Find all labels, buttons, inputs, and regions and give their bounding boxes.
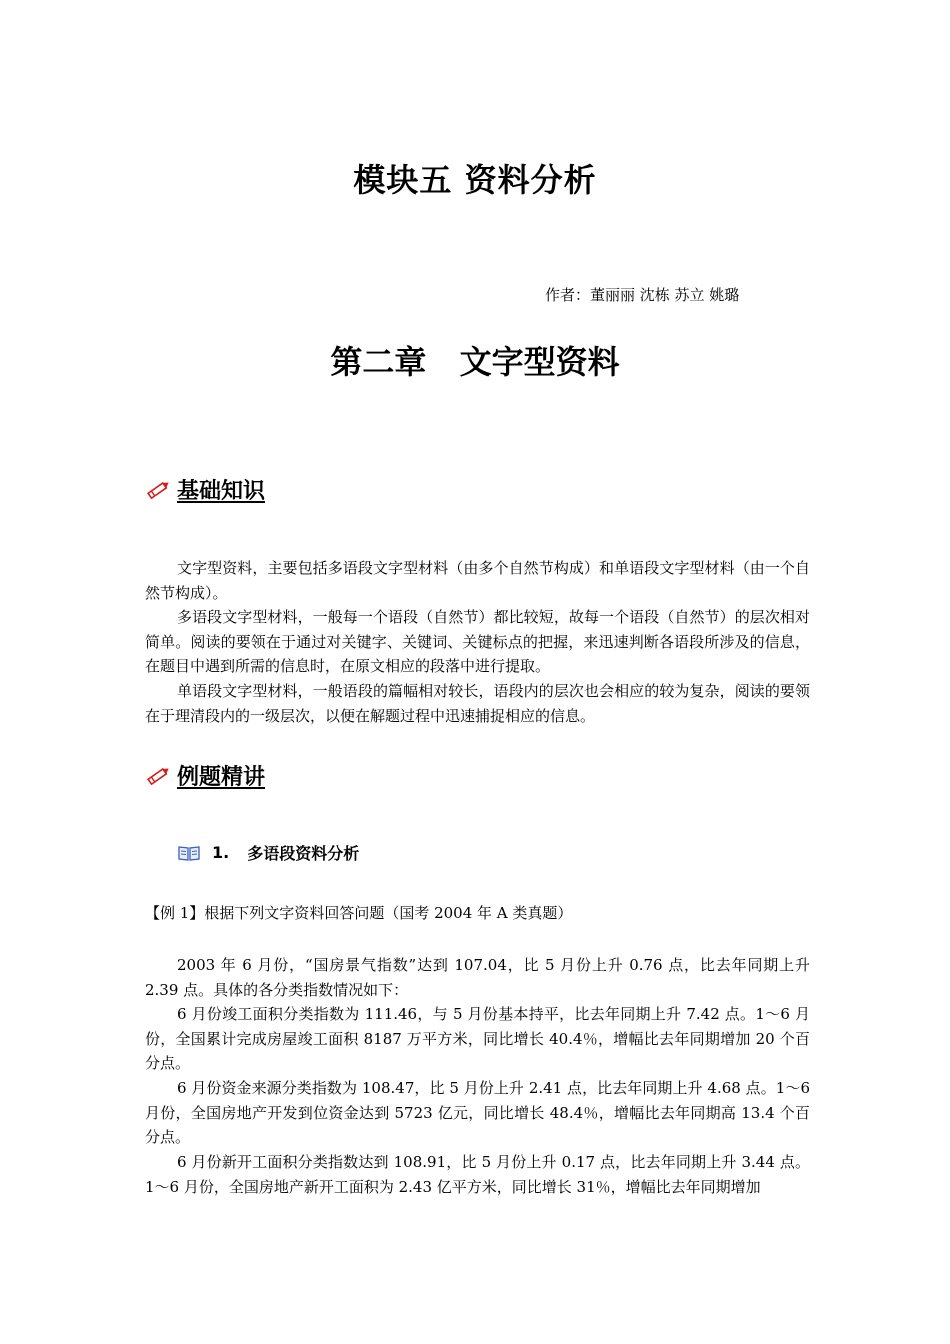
subsection-title: 多语段资料分析	[247, 844, 360, 863]
subsection-number: 1.	[212, 843, 230, 862]
pencil-icon	[145, 479, 171, 501]
section-heading-examples	[145, 760, 265, 791]
section-heading-basics	[145, 474, 265, 505]
chapter-title: 第二章 文字型资料	[330, 343, 620, 381]
pencil-icon	[145, 765, 171, 787]
subsection-heading	[178, 841, 359, 864]
example-paragraph: 6 月份新开工面积分类指数达到 108.91，比 5 月份上升 0.17 点，比去年同期上升 3.44 点。1～6 月份，全国房地产新开工面积为 2.43 亿平方米，同比增长 31％，增幅比去年同期增加	[145, 1153, 810, 1196]
body-paragraph: 多语段文字型材料，一般每一个语段（自然节）都比较短，故每一个语段（自然节）的层次相对简单。阅读的要领在于通过对关键字、关键词、关键标点的把握，来迅速判断各语段所涉及的信息，在题目中遇到所需的信息时，在原文相应的段落中进行提取。	[145, 608, 810, 675]
example-paragraph: 6 月份竣工面积分类指数为 111.46，与 5 月份基本持平，比去年同期上升 7.42 点。1～6 月份，全国累计完成房屋竣工面积 8187 万平方米，同比增长 40.4％，增幅比去年同期增加 20 个百分点。	[145, 1005, 810, 1072]
section-heading-label: 基础知识	[177, 479, 266, 504]
author-line: 作者：董丽丽 沈栋 苏立 姚璐	[545, 286, 740, 304]
main-title: 模块五 资料分析	[353, 161, 597, 199]
body-paragraph: 单语段文字型材料，一般语段的篇幅相对较长，语段内的层次也会相应的较为复杂，阅读的要领在于理清段内的一级层次，以便在解题过程中迅速捕捉相应的信息。	[145, 682, 810, 725]
example-paragraph: 2003 年 6 月份，“国房景气指数”达到 107.04，比 5 月份上升 0.76 点，比去年同期上升 2.39 点。具体的各分类指数情况如下：	[145, 956, 810, 999]
example-heading: 【例 1】根据下列文字资料回答问题（国考 2004 年 A 类真题）	[145, 904, 573, 922]
section-heading-label: 例题精讲	[177, 765, 266, 790]
body-paragraph: 文字型资料，主要包括多语段文字型材料（由多个自然节构成）和单语段文字型材料（由一个自然节构成）。	[145, 559, 810, 602]
example-paragraph: 6 月份资金来源分类指数为 108.47，比 5 月份上升 2.41 点，比去年同期上升 4.68 点。1～6 月份，全国房地产开发到位资金达到 5723 亿元，同比增长 48.4％，增幅比去年同期高 13.4 个百分点。	[145, 1079, 810, 1146]
book-icon	[178, 845, 200, 861]
